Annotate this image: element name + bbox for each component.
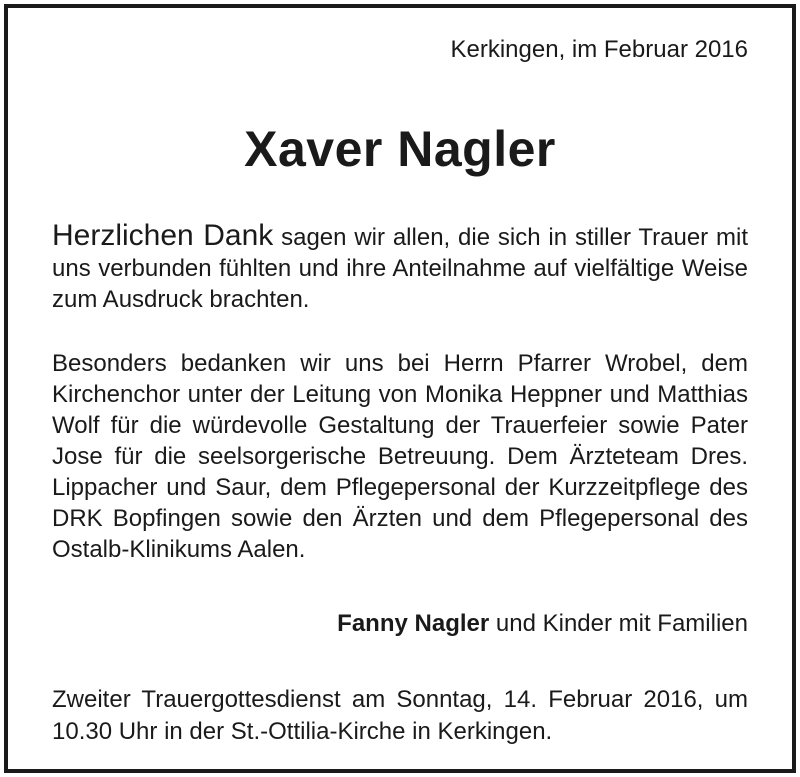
thanks-text: sagen wir allen, die sich in stiller Trauer mit uns verbunden fühlten und ihre Anteilnahme auf vielfältige Weise zum Ausdruck brachten. (52, 224, 748, 313)
signature (337, 610, 748, 638)
signer-family: und Kinder mit Familien (489, 610, 748, 637)
special-thanks-paragraph: Besonders bedanken wir uns bei Herrn Pfarrer Wrobel, dem Kirchenchor unter der Leitung von Monika Heppner und Matthias Wolf für die würdevolle Gestaltung der Trauerfeier sowie Pater Jose für die seelsorgerische Betreuung. Dem Ärzteteam Dres. Lippacher und Saur, dem Pflegepersonal der Kurzzeitpflege des DRK Bopfingen sowie den Ärzten und dem Pflegepersonal des Ostalb-Klinikums Aalen. (52, 350, 748, 563)
service-announcement: Zweiter Trauergottesdienst am Sonntag, 14. Februar 2016, um 10.30 Uhr in der St.-Ottilia-Kirche in Kerkingen. (52, 686, 748, 745)
thanks-lead: Herzlichen Dank (52, 219, 274, 252)
notice-frame (4, 4, 796, 773)
place-date: Kerkingen, im Februar 2016 (450, 36, 748, 63)
deceased-name: Xaver Nagler (244, 121, 556, 177)
signer-name: Fanny Nagler (337, 610, 490, 637)
thanks-paragraph (52, 220, 748, 315)
